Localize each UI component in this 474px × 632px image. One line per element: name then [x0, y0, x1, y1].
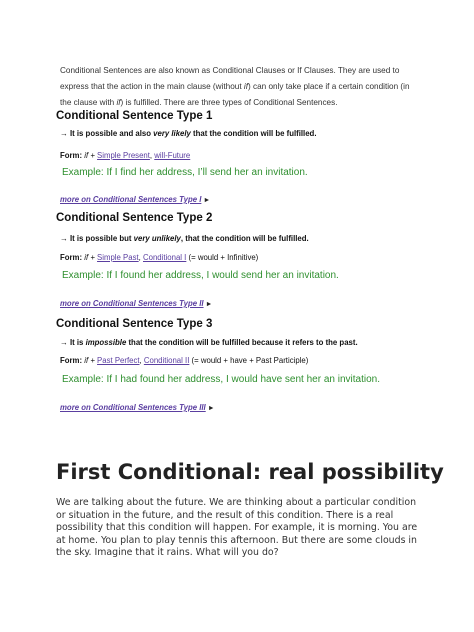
simple-past-link[interactable]: Simple Past — [97, 253, 139, 262]
triangle-right-icon: ► — [205, 301, 213, 308]
conditional-i-link[interactable]: Conditional I — [143, 253, 187, 262]
type3-heading: Conditional Sentence Type 3 — [56, 318, 213, 330]
type3-desc-em: impossible — [85, 338, 127, 347]
type3-form — [60, 356, 308, 365]
arrow-icon: → — [60, 129, 68, 138]
first-conditional-paragraph: We are talking about the future. We are thinking about a particular condition or situation in the future, and the result of this condition. There is a real possibility that this condition will happen. For example, it is morning. You are at home. You plan to play tennis this afternoon. But there are some clouds in the sky. Imagine that it rains. What will you do? — [56, 497, 418, 559]
conditional-ii-link[interactable]: Conditional II — [143, 356, 190, 365]
type1-form — [60, 151, 190, 160]
triangle-right-icon: ► — [203, 197, 211, 204]
type2-form-rest: (= would + Infinitive) — [186, 253, 259, 262]
type3-description — [60, 338, 358, 347]
triangle-right-icon: ► — [207, 405, 215, 412]
simple-present-link[interactable]: Simple Present — [97, 151, 150, 160]
type1-form-if: if + — [82, 151, 98, 160]
type2-desc-a: It is possible but — [67, 234, 134, 243]
past-perfect-link[interactable]: Past Perfect — [97, 356, 140, 365]
type1-example: Example: If I find her address, I’ll send her an invitation. — [62, 167, 308, 178]
intro-paragraph — [60, 63, 420, 111]
intro-text-3: ) is fulfilled. There are three types of Conditional Sentences. — [120, 98, 338, 107]
arrow-icon: → — [60, 338, 68, 347]
type1-more — [60, 189, 210, 207]
intro-if-1: if — [243, 82, 248, 91]
more-type2-link[interactable]: more on Conditional Sentences Type II — [60, 299, 204, 308]
intro-text-1: Conditional Sentences are also known as Conditional Clauses or If Clauses. They are used to express that the action in the main clause (without — [60, 66, 400, 91]
type3-more — [60, 397, 215, 415]
type3-form-if: if + — [82, 356, 98, 365]
type1-desc-b: that the condition will be fulfilled. — [190, 129, 317, 138]
type2-example: Example: If I found her address, I would send her an invitation. — [62, 270, 339, 281]
more-type3-link[interactable]: more on Conditional Sentences Type III — [60, 403, 206, 412]
arrow-icon: → — [60, 234, 68, 243]
first-conditional-title: First Conditional: real possibility — [56, 460, 444, 484]
type1-sep: , — [149, 151, 155, 160]
more-type1-link[interactable]: more on Conditional Sentences Type I — [60, 195, 202, 204]
will-future-link[interactable]: will-Future — [154, 151, 191, 160]
type2-form-label: Form: — [60, 253, 83, 262]
intro-text-2: ) can only take place if a certain condition (in the clause with — [60, 82, 410, 107]
type1-desc-em: very likely — [153, 129, 191, 138]
type2-form — [60, 253, 258, 262]
type2-desc-em: very unlikely — [133, 234, 181, 243]
type2-sep: , — [138, 253, 143, 262]
type3-example: Example: If I had found her address, I would have sent her an invitation. — [62, 374, 380, 385]
type1-desc-a: It is possible and also — [67, 129, 154, 138]
type2-description — [60, 234, 309, 243]
type3-form-rest: (= would + have + Past Participle) — [189, 356, 309, 365]
type2-more — [60, 293, 212, 311]
type3-sep: , — [139, 356, 144, 365]
type2-desc-b: , that the condition will be fulfilled. — [180, 234, 309, 243]
type2-heading: Conditional Sentence Type 2 — [56, 212, 213, 224]
type1-heading: Conditional Sentence Type 1 — [56, 110, 213, 122]
type3-desc-b: that the condition will be fulfilled because it refers to the past. — [126, 338, 358, 347]
type2-form-if: if + — [82, 253, 98, 262]
type1-description — [60, 129, 317, 138]
intro-if-2: if — [116, 98, 121, 107]
type1-form-label: Form: — [60, 151, 83, 160]
type3-form-label: Form: — [60, 356, 83, 365]
type3-desc-a: It is — [67, 338, 86, 347]
